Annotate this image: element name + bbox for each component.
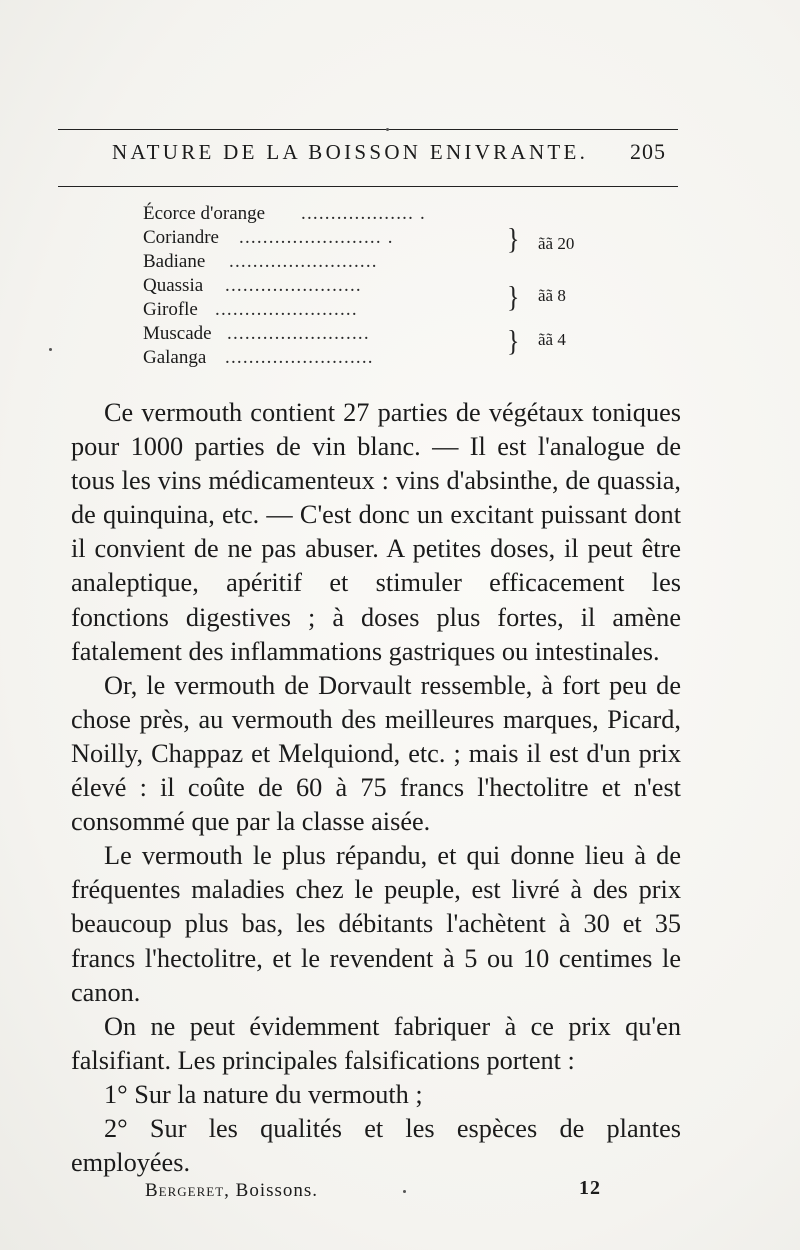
signature-line xyxy=(145,1180,318,1202)
ingredient-row xyxy=(143,202,613,226)
ingredient-list xyxy=(143,202,613,370)
ingredient-name: Galanga xyxy=(143,347,207,368)
list-item: 2° Sur les qualités et les espèces de plantes employées. xyxy=(71,1113,681,1178)
leader-dots: ................... . xyxy=(301,203,426,224)
ingredient-name: Écorce d'orange xyxy=(143,203,266,224)
ingredient-name: Muscade xyxy=(143,323,212,344)
quantity-label: ãã 4 xyxy=(538,330,566,349)
page-number: 205 xyxy=(630,139,666,164)
paragraph: Le vermouth le plus répandu, et qui donne lieu à de fréquentes maladies chez le peuple, est livré à des prix beaucoup plus bas, les débitants l'achètent à 30 et 35 francs l'hectolitre, et le revendent à 5 ou 10 centimes le canon. xyxy=(71,841,681,1007)
ingredient-name: Coriandre xyxy=(143,227,219,248)
leader-dots: ....................... xyxy=(225,275,362,296)
paragraph: Ce vermouth contient 27 parties de végétaux toniques pour 1000 parties de vin blanc. — Il est l'analogue de tous les vins médicamenteux : vins d'absinthe, de quassia, de quinquina, etc. — C'est donc un excitant puissant dont il convient de ne pas abuser. A petites doses, il peut être analeptique, apéritif et stimuler efficacement les fonctions digestives ; à doses plus fortes, il amène fatalement des inflammations gastriques ou intestinales. xyxy=(71,398,681,666)
print-speck xyxy=(49,348,52,351)
signature-author: Bergeret xyxy=(145,1180,225,1201)
paragraph: Or, le vermouth de Dorvault ressemble, à fort peu de chose près, au vermouth des meilleures marques, Picard, Noilly, Chappaz et Melquiond, etc. ; mais il est d'un prix élevé : il coûte de 60 à 75 francs l'hectolitre et n'est consommé que par la classe aisée. xyxy=(71,670,681,837)
brace-icon: } xyxy=(507,324,520,358)
header-rule-top xyxy=(58,129,678,130)
leader-dots: ........................ . xyxy=(239,227,394,248)
leader-dots: ........................ xyxy=(215,299,358,320)
print-speck xyxy=(403,1190,406,1193)
sheet-number: 12 xyxy=(579,1177,601,1199)
header-rule-bottom xyxy=(58,186,678,187)
brace-icon: } xyxy=(507,280,520,314)
leader-dots: ........................ xyxy=(227,323,370,344)
ingredient-name: Girofle xyxy=(143,299,198,320)
running-head: NATURE DE LA BOISSON ENIVRANTE. xyxy=(112,140,589,164)
signature-title: , Boissons. xyxy=(224,1180,319,1201)
list-item: 1° Sur la nature du vermouth ; xyxy=(104,1079,423,1109)
ingredient-name: Badiane xyxy=(143,251,206,272)
brace-icon: } xyxy=(507,222,520,256)
ingredient-name: Quassia xyxy=(143,275,204,296)
quantity-label: ãã 8 xyxy=(538,286,566,305)
paragraph: On ne peut évidemment fabriquer à ce prix qu'en falsifiant. Les principales falsifications portent : xyxy=(71,1011,681,1075)
print-speck xyxy=(386,128,389,131)
leader-dots: ......................... xyxy=(229,251,378,272)
quantity-label: ãã 20 xyxy=(538,234,575,253)
leader-dots: ......................... xyxy=(225,347,374,368)
body-text xyxy=(71,396,681,1180)
